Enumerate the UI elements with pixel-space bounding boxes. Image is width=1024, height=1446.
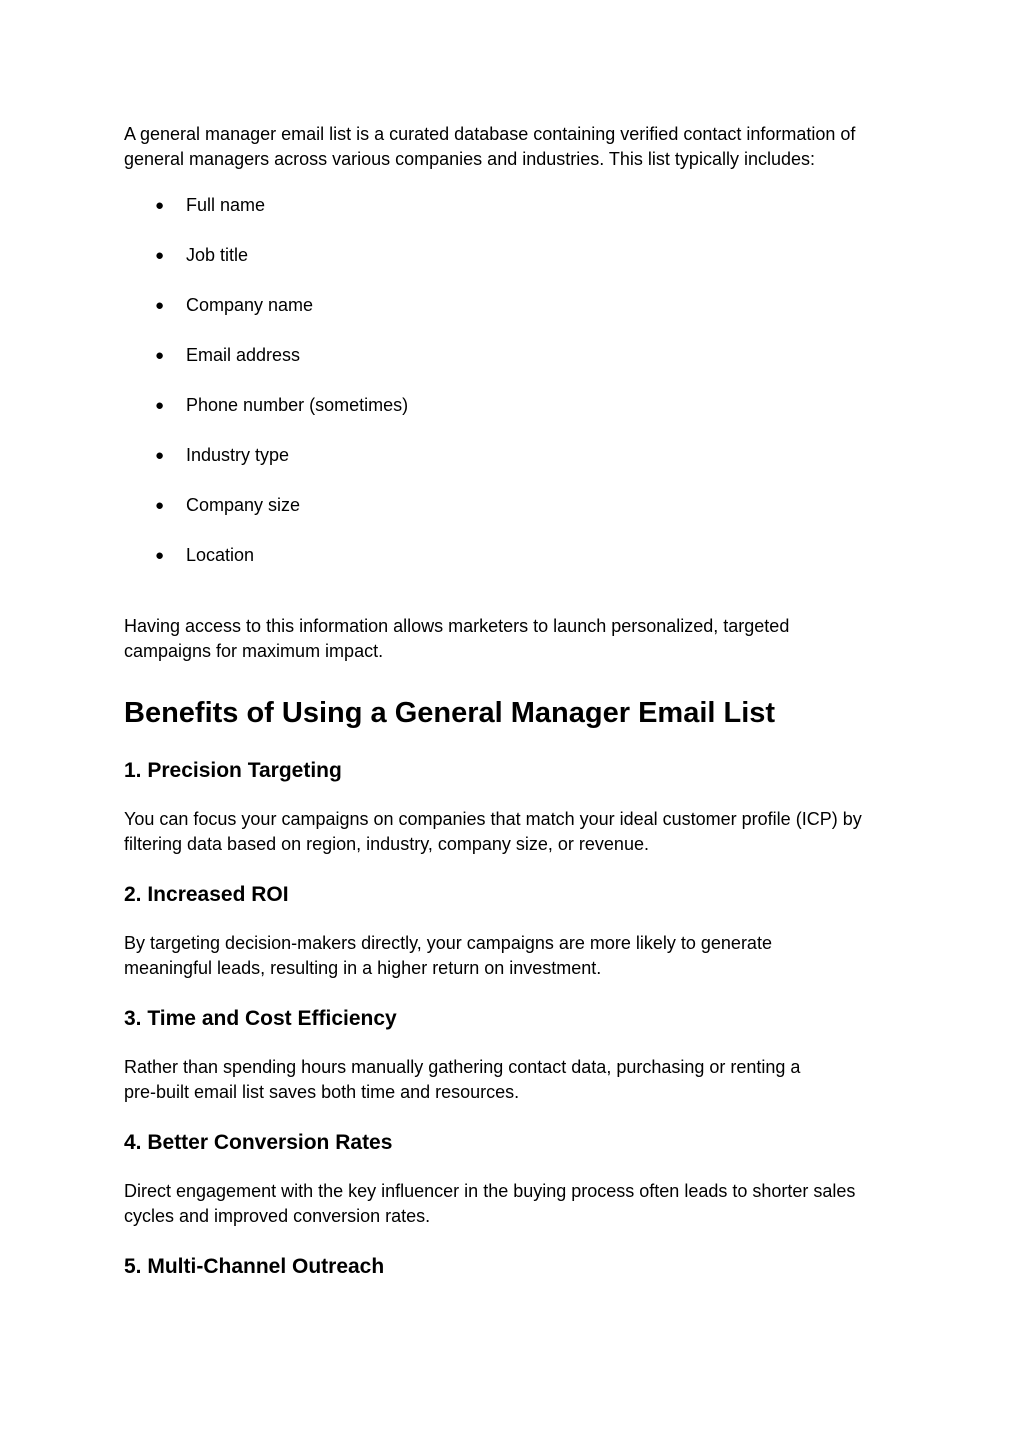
section-heading: 1. Precision Targeting bbox=[124, 759, 342, 782]
list-item bbox=[0, 193, 600, 218]
section-paragraph bbox=[124, 807, 862, 857]
benefits-heading: Benefits of Using a General Manager Email List bbox=[124, 697, 776, 729]
section-line-1: Direct engagement with the key influencer in the buying process often leads to shorter sales bbox=[124, 1181, 856, 1201]
bullet-icon: ● bbox=[155, 247, 165, 264]
section-line-2: filtering data based on region, industry, company size, or revenue. bbox=[124, 834, 649, 854]
list-item-text: Company name bbox=[186, 295, 314, 315]
bullet-icon: ● bbox=[155, 447, 165, 464]
list-item bbox=[0, 493, 600, 518]
section-line-1: By targeting decision-makers directly, your campaigns are more likely to generate bbox=[124, 933, 772, 953]
section-paragraph bbox=[124, 931, 772, 981]
access-line-2: campaigns for maximum impact. bbox=[124, 641, 384, 661]
section-line-2: meaningful leads, resulting in a higher return on investment. bbox=[124, 958, 602, 978]
section-line-1: You can focus your campaigns on companies that match your ideal customer profile (ICP) by bbox=[124, 809, 862, 829]
section-line-2: cycles and improved conversion rates. bbox=[124, 1206, 431, 1226]
access-paragraph bbox=[124, 614, 789, 664]
list-item-text: Email address bbox=[186, 345, 301, 365]
section-paragraph bbox=[124, 1055, 800, 1105]
section-line-2: pre-built email list saves both time and resources. bbox=[124, 1082, 520, 1102]
list-item bbox=[0, 543, 600, 568]
intro-line-2: general managers across various companies and industries. This list typically includes: bbox=[124, 149, 815, 169]
list-item-text: Job title bbox=[186, 245, 249, 265]
list-item bbox=[0, 343, 600, 368]
list-item bbox=[0, 443, 600, 468]
bullet-icon: ● bbox=[155, 547, 165, 564]
list-item-text: Company size bbox=[186, 495, 301, 515]
section-line-1: Rather than spending hours manually gathering contact data, purchasing or renting a bbox=[124, 1057, 801, 1077]
list-item-text: Full name bbox=[186, 195, 266, 215]
list-item-text: Location bbox=[186, 545, 255, 565]
access-line-1: Having access to this information allows marketers to launch personalized, targeted bbox=[124, 616, 790, 636]
bullet-icon: ● bbox=[155, 197, 165, 214]
bullet-icon: ● bbox=[155, 297, 165, 314]
section-heading: 3. Time and Cost Efficiency bbox=[124, 1007, 397, 1030]
section-heading: 5. Multi-Channel Outreach bbox=[124, 1255, 385, 1278]
list-item-text: Phone number (sometimes) bbox=[186, 395, 409, 415]
list-item bbox=[0, 243, 600, 268]
section-heading: 4. Better Conversion Rates bbox=[124, 1131, 393, 1154]
bullet-icon: ● bbox=[155, 347, 165, 364]
section-paragraph bbox=[124, 1179, 855, 1229]
list-item-text: Industry type bbox=[186, 445, 290, 465]
intro-line-1: A general manager email list is a curated database containing verified contact information of bbox=[124, 124, 856, 144]
intro-paragraph bbox=[124, 122, 855, 172]
bullet-icon: ● bbox=[155, 397, 165, 414]
bullet-icon: ● bbox=[155, 497, 165, 514]
section-heading: 2. Increased ROI bbox=[124, 883, 289, 906]
list-item bbox=[0, 393, 600, 418]
list-item bbox=[0, 293, 600, 318]
